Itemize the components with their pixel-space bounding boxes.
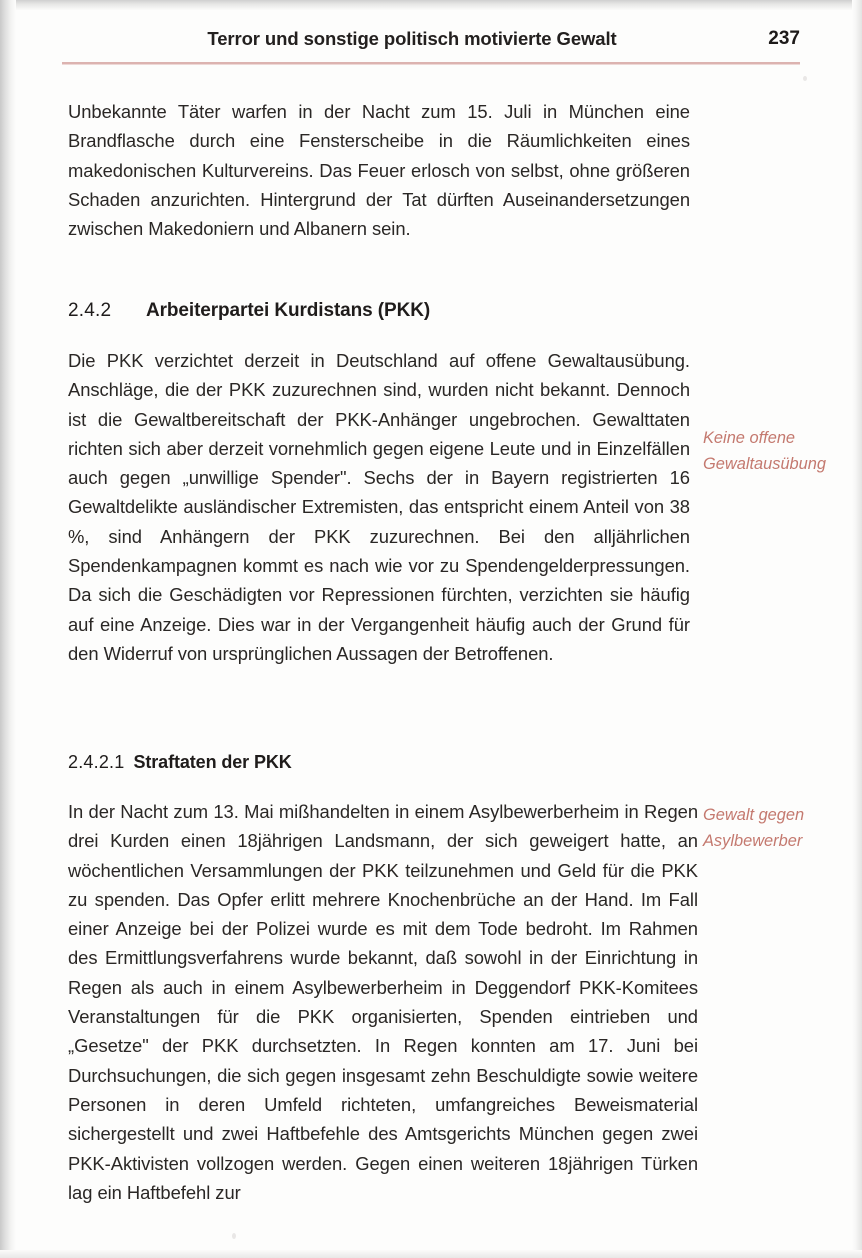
section-heading-title: Arbeiterpartei Kurdistans (PKK) <box>146 300 431 321</box>
section-heading-block <box>68 300 690 322</box>
scan-edge-bottom <box>0 1250 862 1258</box>
page-number: 237 <box>768 28 800 49</box>
scan-edge-left <box>0 0 16 1258</box>
subsection-heading-title: Straftaten der PKK <box>133 752 292 772</box>
section-heading <box>68 300 690 322</box>
subsection-heading <box>68 752 690 773</box>
paragraph-pkk-overview: Die PKK verzichtet derzeit in Deutschland auf offene Gewaltausübung. Anschläge, die der PKK zuzurechnen sind, wurden nicht bekannt. Dennoch ist die Gewaltbereitschaft der PKK-Anhänger ungebrochen. Gewalttaten richten sich aber derzeit vornehmlich gegen eigene Leute und in Einzelfällen auch gegen „unwillige Spender". Sechs der in Bayern registrierten 16 Gewaltdelikte ausländischer Extremisten, das entspricht einem Anteil von 38 %, sind Anhängern der PKK zuzurechnen. Bei den alljährlichen Spendenkampagnen kommt es nach wie vor zu Spendengelderpressungen. Da sich die Geschädigten vor Repressionen fürchten, verzichten sie häufig auf eine Anzeige. Dies war in der Vergangenheit häufig auch der Grund für den Widerruf von ursprünglichen Aussagen der Betroffenen. <box>68 350 690 664</box>
margin-note-keine-offene-gewaltausuebung <box>703 426 862 477</box>
margin-note-gewalt-gegen-asylbewerber <box>703 803 862 854</box>
running-head <box>62 28 800 58</box>
section-heading-number: 2.4.2 <box>68 300 112 321</box>
paragraph-block-intro <box>68 97 690 243</box>
paragraph-block-pkk-overview <box>68 346 690 668</box>
paragraph-intro: Unbekannte Täter warfen in der Nacht zum 15. Juli in München eine Brandflasche durch eine Fensterscheibe in die Räumlichkeiten eines makedonischen Kulturvereins. Das Feuer erlosch von selbst, ohne größeren Schaden anzurichten. Hintergrund der Tat dürften Auseinandersetzungen zwischen Makedoniern und Albanern sein. <box>68 101 690 240</box>
scan-edge-right <box>852 0 862 1258</box>
paragraph-block-straftaten <box>68 797 698 1207</box>
running-head-title: Terror und sonstige politisch motivierte Gewalt <box>207 28 617 49</box>
scan-speckle <box>232 1233 236 1239</box>
margin-note-1-line-2: Gewaltausübung <box>703 454 827 473</box>
margin-note-2-line-1: Gewalt gegen <box>703 806 805 824</box>
subsection-heading-block <box>68 752 690 773</box>
paragraph-straftaten: In der Nacht zum 13. Mai mißhandelten in einem Asylbewerberheim in Regen drei Kurden einen 18jährigen Landsmann, der sich geweigert hatte, an wöchentlichen Versammlungen der PKK teilzunehmen und Geld für die PKK zu spenden. Das Opfer erlitt mehrere Knochenbrüche an der Hand. Im Fall einer Anzeige bei der Polizei wurde es mit dem Tode bedroht. Im Rahmen des Ermittlungsverfahrens wurde bekannt, daß sowohl in der Einrichtung in Regen als auch in einem Asylbewerberheim in Deggendorf PKK-Komitees Veranstaltungen für die PKK organisierten, Spenden eintrieben und „Gesetze" der PKK durchsetzten. In Regen konnten am 17. Juni bei Durchsuchungen, die sich gegen insgesamt zehn Beschuldigte sowie weitere Personen in deren Umfeld richteten, umfangreiches Beweismaterial sichergestellt und zwei Haftbefehle des Amtsgerichts München gegen zwei PKK-Aktivisten vollzogen werden. Gegen einen weiteren 18jährigen Türken lag ein Haftbefehl zur <box>68 801 698 1203</box>
subsection-heading-number: 2.4.2.1 <box>68 752 125 772</box>
scan-speckle <box>803 76 807 81</box>
scan-edge-top <box>0 0 862 10</box>
margin-note-2-line-2: Asylbewerber <box>703 831 803 850</box>
margin-note-1-line-1: Keine offene <box>703 429 796 447</box>
header-rule-shadow <box>62 64 800 65</box>
